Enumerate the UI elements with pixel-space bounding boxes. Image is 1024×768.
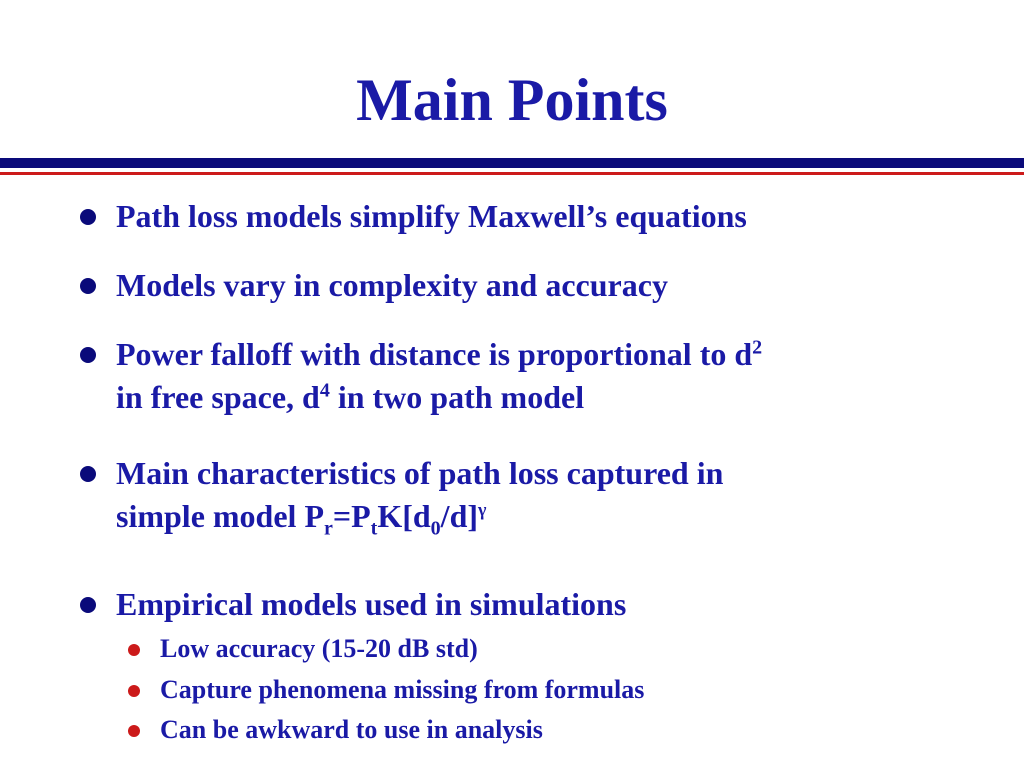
title-rule-red: [0, 172, 1024, 175]
sub-bullet-2: [128, 673, 948, 707]
bullet-3-exponent-2: 2: [752, 336, 763, 359]
bullet-3-text: [116, 333, 960, 419]
bullet-dot-icon: [80, 209, 96, 225]
bullet-3-exponent-4: 4: [319, 379, 330, 402]
bullet-dot-icon: [80, 347, 96, 363]
bullet-2-text: Models vary in complexity and accuracy: [116, 267, 668, 303]
bullet-1: [80, 195, 960, 238]
bullet-1-text: Path loss models simplify Maxwell’s equations: [116, 198, 747, 234]
sub-bullet-1: [128, 632, 948, 666]
bullet-3-line2-tail: in two path model: [329, 379, 585, 415]
formula-prefix: simple model P: [116, 498, 324, 534]
bullet-5-text: Empirical models used in simulations: [116, 586, 627, 622]
bullet-3: [80, 333, 960, 419]
sub-bullet-2-text: Capture phenomena missing from formulas: [160, 675, 645, 704]
formula-eq-p: =P: [332, 498, 371, 534]
sub-bullet-dot-icon: [128, 644, 140, 656]
bullet-2: [80, 264, 960, 307]
sub-bullet-3: [128, 713, 948, 747]
formula-gamma-exponent: γ: [478, 499, 487, 520]
bullet-4-text: [116, 452, 960, 538]
formula-sub-t: t: [370, 517, 378, 540]
bullet-dot-icon: [80, 278, 96, 294]
title-rule-navy: [0, 158, 1024, 168]
formula-over-d: /d]: [440, 498, 479, 534]
bullet-4-formula: [116, 498, 487, 540]
bullet-3-line2: [116, 379, 584, 415]
sub-bullet-3-text: Can be awkward to use in analysis: [160, 715, 543, 744]
sub-bullet-1-text: Low accuracy (15-20 dB std): [160, 634, 478, 663]
bullet-4-line1: Main characteristics of path loss captured in: [116, 455, 724, 491]
bullet-5: [80, 583, 960, 626]
bullet-3-line1: [116, 336, 762, 372]
sub-bullet-dot-icon: [128, 685, 140, 697]
bullet-3-line1-text: Power falloff with distance is proportional to d: [116, 336, 753, 372]
bullet-dot-icon: [80, 597, 96, 613]
slide-title: Main Points: [356, 67, 668, 133]
bullet-4: [80, 452, 960, 538]
bullet-dot-icon: [80, 466, 96, 482]
formula-k-d: K[d: [377, 498, 431, 534]
bullet-3-line2-text: in free space, d: [116, 379, 320, 415]
sub-bullet-dot-icon: [128, 725, 140, 737]
formula-sub-0: 0: [430, 517, 441, 540]
formula-sub-r: r: [323, 517, 333, 540]
